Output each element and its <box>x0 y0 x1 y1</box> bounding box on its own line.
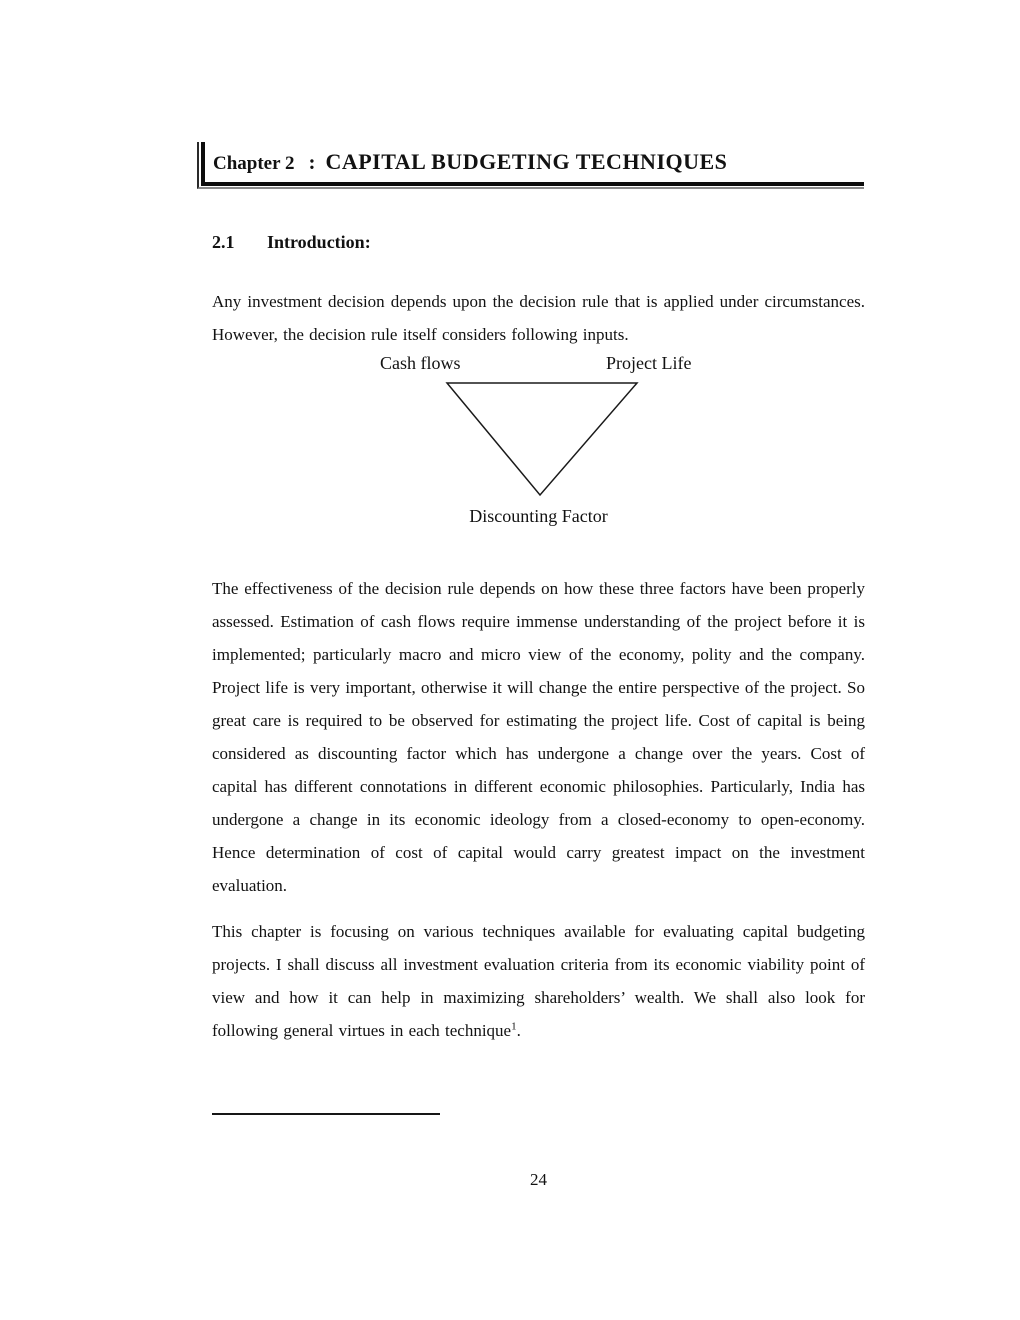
diagram-label-discounting-factor: Discounting Factor <box>469 506 608 526</box>
chapter-number: Chapter 2 <box>213 153 295 174</box>
section-heading <box>212 226 371 259</box>
chapter-header-inner <box>201 142 864 186</box>
intro-paragraph: Any investment decision depends upon the decision rule that is applied under circumstances. However, the decision rule itself considers following inputs. <box>212 292 865 344</box>
inverted-triangle-shape <box>212 376 865 506</box>
closing-paragraph <box>212 915 865 1047</box>
chapter-separator: : <box>308 150 316 174</box>
footnote-marker: 1 <box>511 1020 517 1033</box>
body-paragraph: The effectiveness of the decision rule depends on how these three factors have been properly assessed. Estimation of cash flows require immense understanding of the project before it is implemented; particularly macro and micro view of the economy, polity and the company. Project life is very important, otherwise it will change the entire perspective of the project. So great care is required to be observed for estimating the project life. Cost of capital is being considered as discounting factor which has undergone a change over the years. Cost of capital has different connotations in different economic philosophies. Particularly, India has undergone a change in its economic ideology from a closed-economy to open-economy. Hence determination of cost of capital would carry greatest impact on the investment evaluation. <box>212 579 865 895</box>
diagram-label-cash-flows: Cash flows <box>380 353 461 373</box>
closing-paragraph-text: This chapter is focusing on various techniques available for evaluating capital budgeting projects. I shall discuss all investment evaluation criteria from its economic viability point of view and how it can help in maximizing shareholders’ wealth. We shall also look for following general virtues in each technique <box>212 922 865 1040</box>
section-number: 2.1 <box>212 232 235 252</box>
footnote-separator-rule <box>212 1113 440 1115</box>
page-number: 24 <box>530 1170 547 1189</box>
chapter-title: CAPITAL BUDGETING TECHNIQUES <box>325 149 728 174</box>
chapter-header-box <box>197 142 864 189</box>
factors-triangle-diagram <box>212 350 865 550</box>
diagram-label-project-life: Project Life <box>606 353 692 373</box>
closing-paragraph-period: . <box>516 1021 521 1040</box>
section-title: Introduction: <box>267 232 371 252</box>
